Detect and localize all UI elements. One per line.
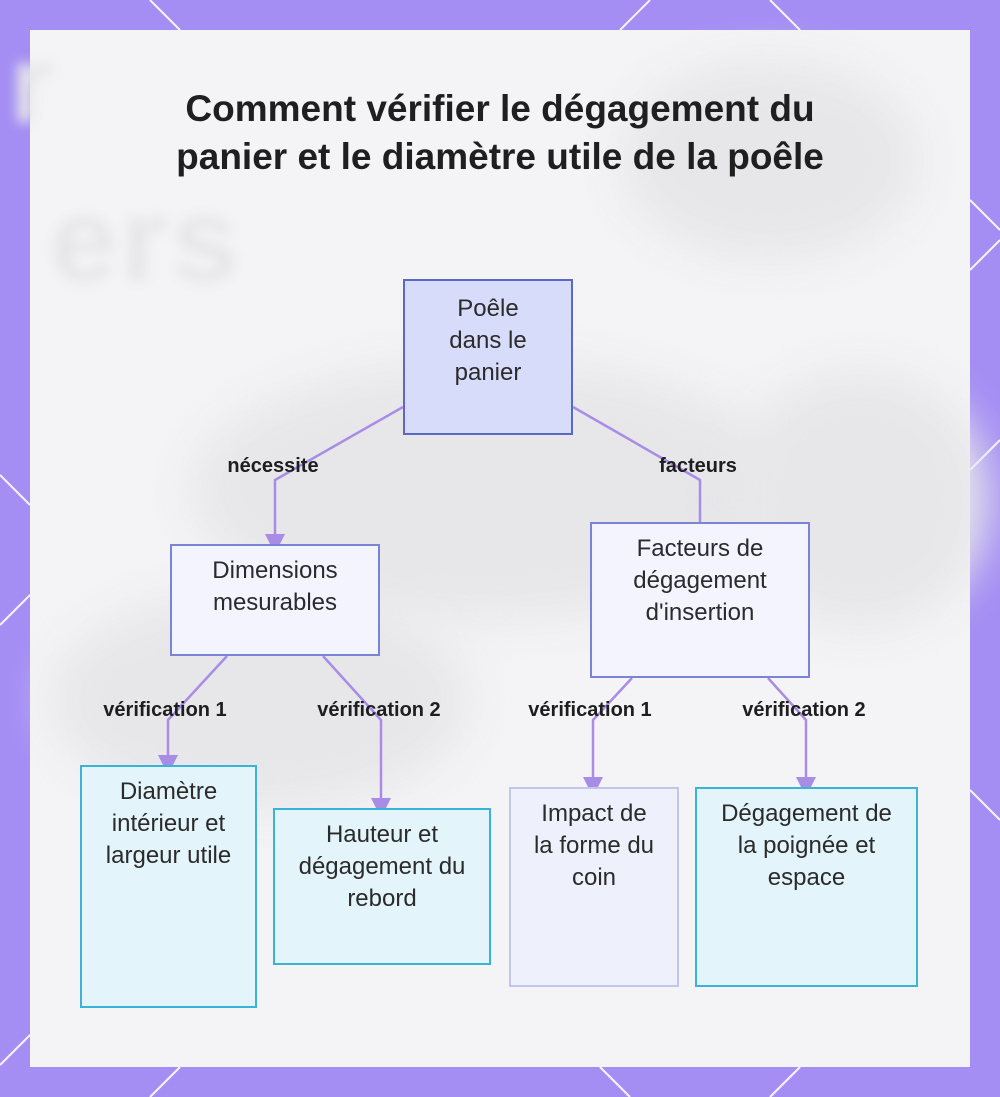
node-hauteur-rebord <box>273 808 491 965</box>
diagram-card <box>10 23 970 1067</box>
edge-label-verification-2: vérification 2 <box>317 699 441 721</box>
node-diametre-interieur <box>80 765 257 1008</box>
diagram-title: Comment vérifier le dégagement du panier et le diamètre utile de la poêle <box>176 88 824 177</box>
node-label: Hauteur et dégagement du rebord <box>298 821 466 912</box>
background-blurred-text: ers <box>50 173 243 307</box>
node-label: Dégagement de la poignée et espace <box>721 800 892 891</box>
edge-label-verification-1: vérification 1 <box>528 699 652 721</box>
node-label: Poêle dans le panier <box>449 295 527 386</box>
node-label: Diamètre intérieur et largeur utile <box>105 778 232 869</box>
node-impact-forme-coin <box>509 787 679 987</box>
node-label: Impact de la forme du coin <box>533 800 655 891</box>
edge-label-verification-1: vérification 1 <box>103 699 227 721</box>
edge-label-necessite: nécessite <box>227 455 319 477</box>
node-dimensions-mesurables <box>170 544 380 656</box>
node-label: Facteurs de dégagement d'insertion <box>633 535 767 626</box>
node-facteurs-degagement <box>590 522 810 678</box>
node-label: Dimensions mesurables <box>212 557 338 616</box>
background-blurred-text: r <box>10 23 57 146</box>
edge-label-verification-2: vérification 2 <box>742 699 866 721</box>
node-poele-dans-le-panier <box>403 279 573 435</box>
edge-label-facteurs: facteurs <box>659 455 737 477</box>
node-degagement-poignee <box>695 787 918 987</box>
